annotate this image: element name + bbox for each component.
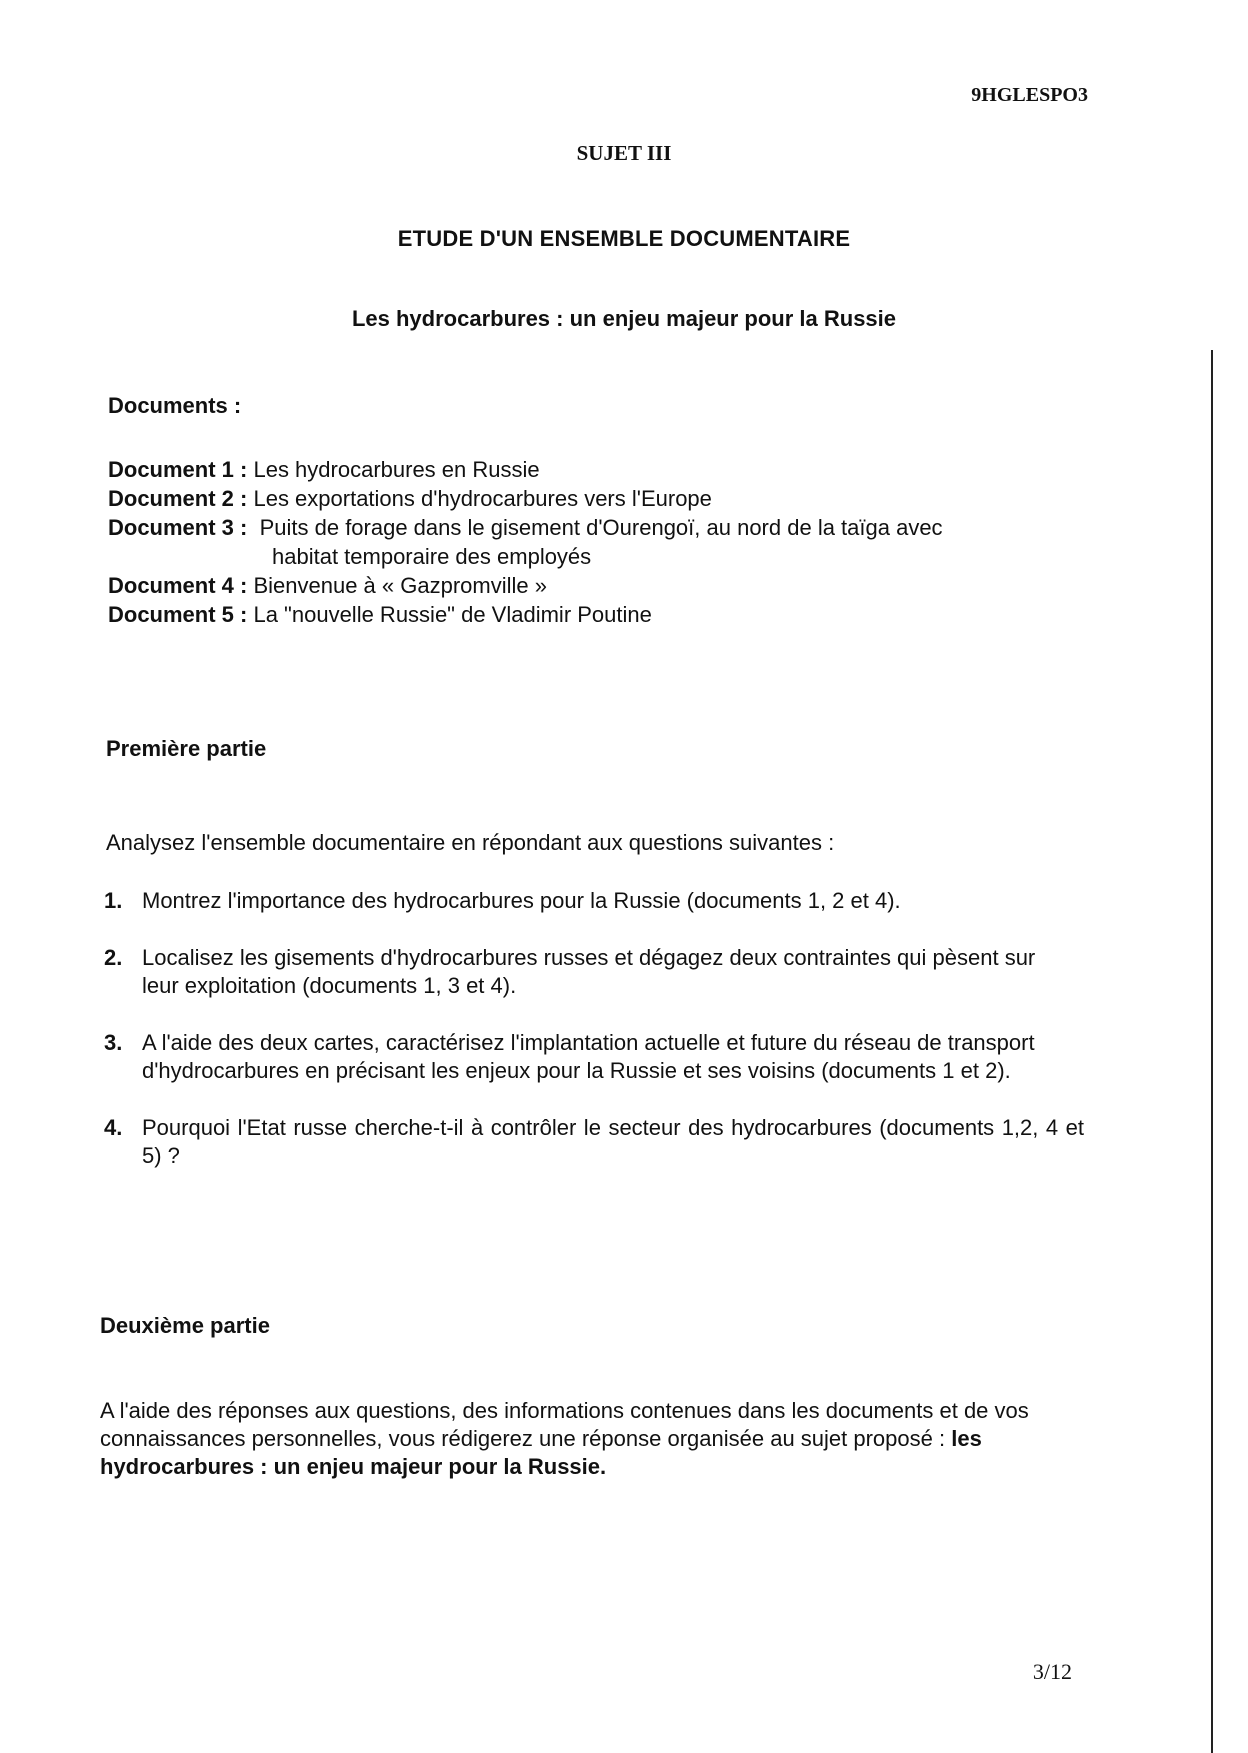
document-label: Document 5 : [108,602,248,627]
document-item-3-continuation: habitat temporaire des employés [272,544,592,569]
document-item-4 [108,571,1108,600]
part1-intro: Analysez l'ensemble documentaire en répondant aux questions suivantes : [106,830,835,855]
sujet-label: SUJET III [576,141,672,165]
exam-code: 9HGLESPO3 [971,84,1088,106]
document-text: Puits de forage dans le gisement d'Ourengoï, au nord de la taïga avec [247,515,943,540]
part2-heading: Deuxième partie [100,1313,270,1338]
question-list [104,887,1084,1199]
document-item-2 [108,484,1108,513]
document-text: Les hydrocarbures en Russie [247,457,540,482]
document-label: Document 1 : [108,457,248,482]
document-item-1 [108,455,1108,484]
scan-edge-line [1211,350,1213,1753]
question-number: 4. [104,1115,123,1140]
document-item-3 [108,513,1108,542]
part2-subject-bold: les hydrocarbures : un enjeu majeur pour la Russie. [100,1426,982,1479]
document-title: ETUDE D'UN ENSEMBLE DOCUMENTAIRE [397,226,851,251]
question-number: 2. [104,945,123,970]
question-text: Localisez les gisements d'hydrocarbures russes et dégagez deux contraintes qui pèsent sur leur exploitation (documents 1, 3 et 4). [142,945,1036,998]
part2-text: A l'aide des réponses aux questions, des informations contenues dans les documents et de vos connaissances personnelles, vous rédigerez une réponse organisée au sujet proposé : [100,1398,1029,1451]
page-number: 3/12 [1032,1659,1072,1684]
question-number: 3. [104,1030,123,1055]
question-number: 1. [104,888,123,913]
document-label: Document 4 : [108,573,248,598]
question-3 [104,1029,1084,1085]
question-text: A l'aide des deux cartes, caractérisez l'implantation actuelle et future du réseau de transport d'hydrocarbures en précisant les enjeux pour la Russie et ses voisins (documents 1 et 2). [142,1030,1035,1083]
document-label: Document 3 : [108,515,248,540]
document-label: Document 2 : [108,486,248,511]
document-text: Bienvenue à « Gazpromville » [247,573,547,598]
question-text: Pourquoi l'Etat russe cherche-t-il à contrôler le secteur des hydrocarbures (documents 1,2, 4 et 5) ? [142,1115,1084,1168]
part1-heading: Première partie [106,736,267,761]
question-1 [104,887,1084,915]
question-2 [104,944,1084,1000]
documents-heading: Documents : [108,393,242,418]
question-text: Montrez l'importance des hydrocarbures pour la Russie (documents 1, 2 et 4). [142,888,901,913]
document-list [108,455,1108,629]
document-text: Les exportations d'hydrocarbures vers l'Europe [247,486,712,511]
document-text: La "nouvelle Russie" de Vladimir Poutine [247,602,652,627]
subject-subtitle: Les hydrocarbures : un enjeu majeur pour la Russie [351,306,897,331]
document-item-5 [108,600,1108,629]
part2-instructions [100,1397,1084,1481]
question-4 [104,1114,1084,1170]
